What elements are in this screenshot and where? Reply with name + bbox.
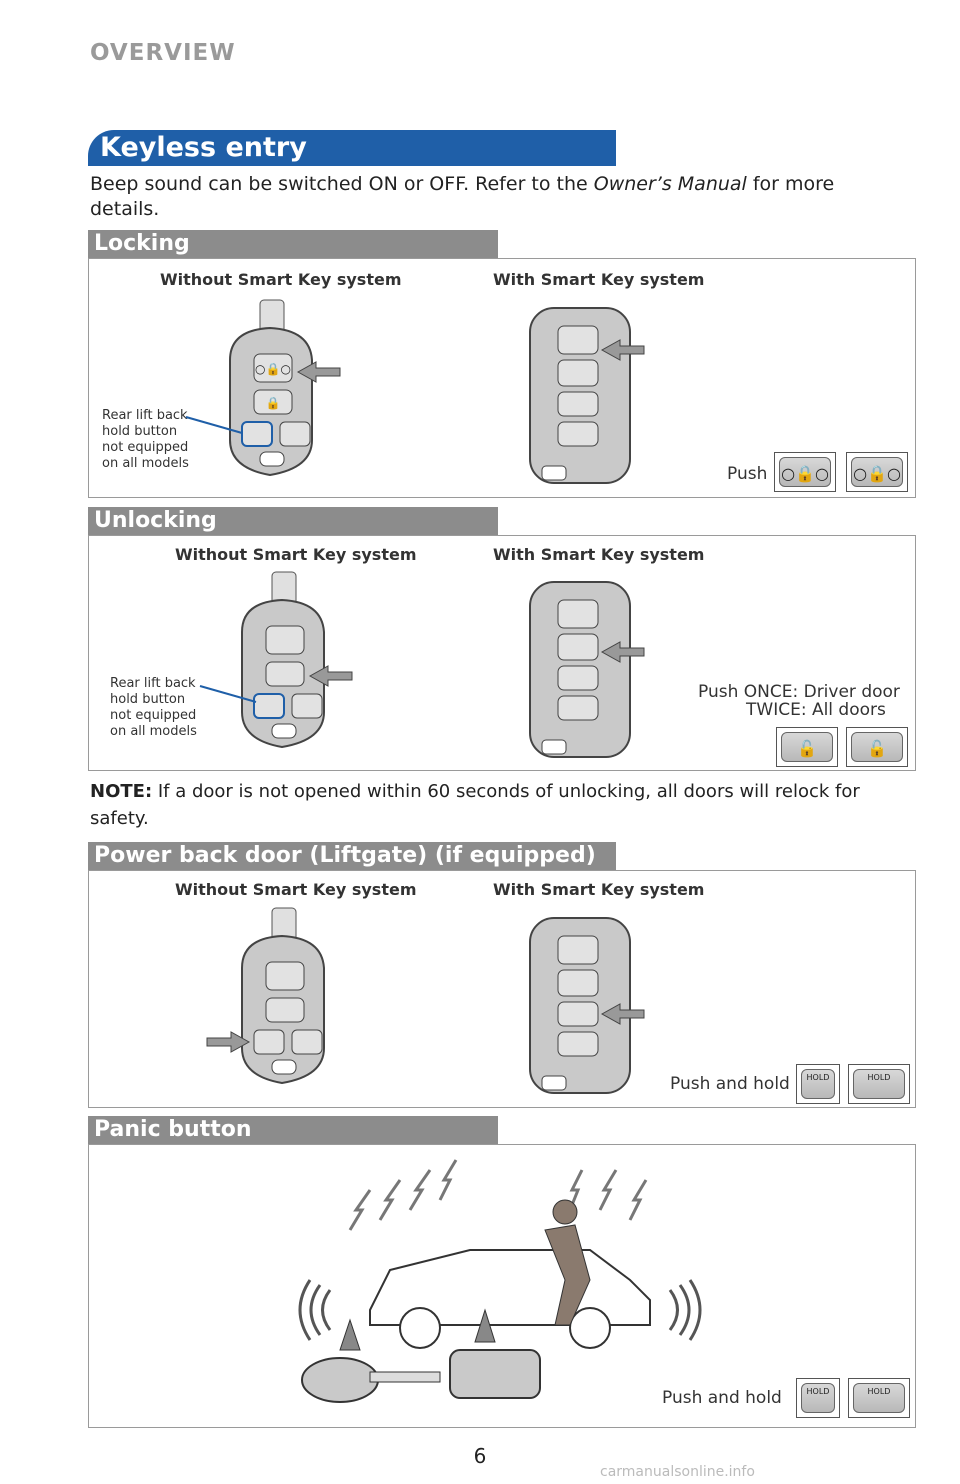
unlocking-without-label: Without Smart Key system bbox=[175, 545, 417, 564]
panic-illustration bbox=[290, 1150, 710, 1420]
unlocking-callout: Rear lift back hold button not equipped on all models bbox=[110, 676, 197, 739]
lock-button-smart-icon: ○🔒○ bbox=[846, 452, 908, 492]
svg-text:○🔒○: ○🔒○ bbox=[255, 362, 291, 376]
unlocking-with-label: With Smart Key system bbox=[493, 545, 705, 564]
smart-key-image bbox=[520, 298, 660, 493]
footer-watermark: carmanualsonline.info bbox=[600, 1464, 755, 1480]
locking-callout: Rear lift back hold button not equipped on all models bbox=[102, 408, 189, 471]
unlocking-callout-line bbox=[200, 684, 260, 704]
locking-title: Locking bbox=[88, 230, 498, 258]
panic-title: Panic button bbox=[88, 1116, 498, 1144]
section-banner: Keyless entry bbox=[88, 130, 616, 166]
panic-push-label: Push and hold bbox=[662, 1388, 782, 1408]
liftgate-button-icon: HOLD bbox=[796, 1064, 840, 1104]
lock-button-icon: ○🔒○ bbox=[774, 452, 836, 492]
power-back-door-without-label: Without Smart Key system bbox=[175, 880, 417, 899]
unlock-button-icon: 🔓 bbox=[776, 727, 838, 767]
intro-text: Beep sound can be switched ON or OFF. Refer to the Owner’s Manual for more details. bbox=[90, 173, 835, 220]
svg-text:🔒: 🔒 bbox=[265, 396, 281, 410]
note-text: NOTE: If a door is not opened within 60 seconds of unlocking, all doors will relock for safety. bbox=[90, 781, 860, 829]
conventional-key-image bbox=[220, 300, 350, 490]
power-back-door-with-label: With Smart Key system bbox=[493, 880, 705, 899]
locking-without-label: Without Smart Key system bbox=[160, 270, 402, 289]
page-header: OVERVIEW bbox=[90, 40, 236, 66]
unlocking-push-line2: TWICE: All doors bbox=[746, 700, 886, 720]
power-back-door-push-label: Push and hold bbox=[670, 1074, 790, 1094]
unlock-button-smart-icon: 🔓 bbox=[846, 727, 908, 767]
liftgate-button-smart-icon: HOLD bbox=[848, 1064, 910, 1104]
panic-button-smart-icon: HOLD bbox=[848, 1378, 910, 1418]
panic-button-icon: HOLD bbox=[796, 1378, 840, 1418]
conventional-key-image bbox=[232, 572, 362, 762]
page-number: 6 bbox=[473, 1444, 487, 1468]
locking-push-label: Push bbox=[727, 464, 768, 484]
smart-key-image bbox=[520, 908, 660, 1103]
locking-with-label: With Smart Key system bbox=[493, 270, 705, 289]
smart-key-image bbox=[520, 572, 660, 767]
conventional-key-image bbox=[205, 908, 365, 1098]
locking-callout-line bbox=[186, 415, 246, 435]
unlocking-title: Unlocking bbox=[88, 507, 498, 535]
unlocking-push-line1: Push ONCE: Driver door bbox=[698, 682, 900, 702]
power-back-door-title: Power back door (Liftgate) (if equipped) bbox=[88, 842, 616, 870]
